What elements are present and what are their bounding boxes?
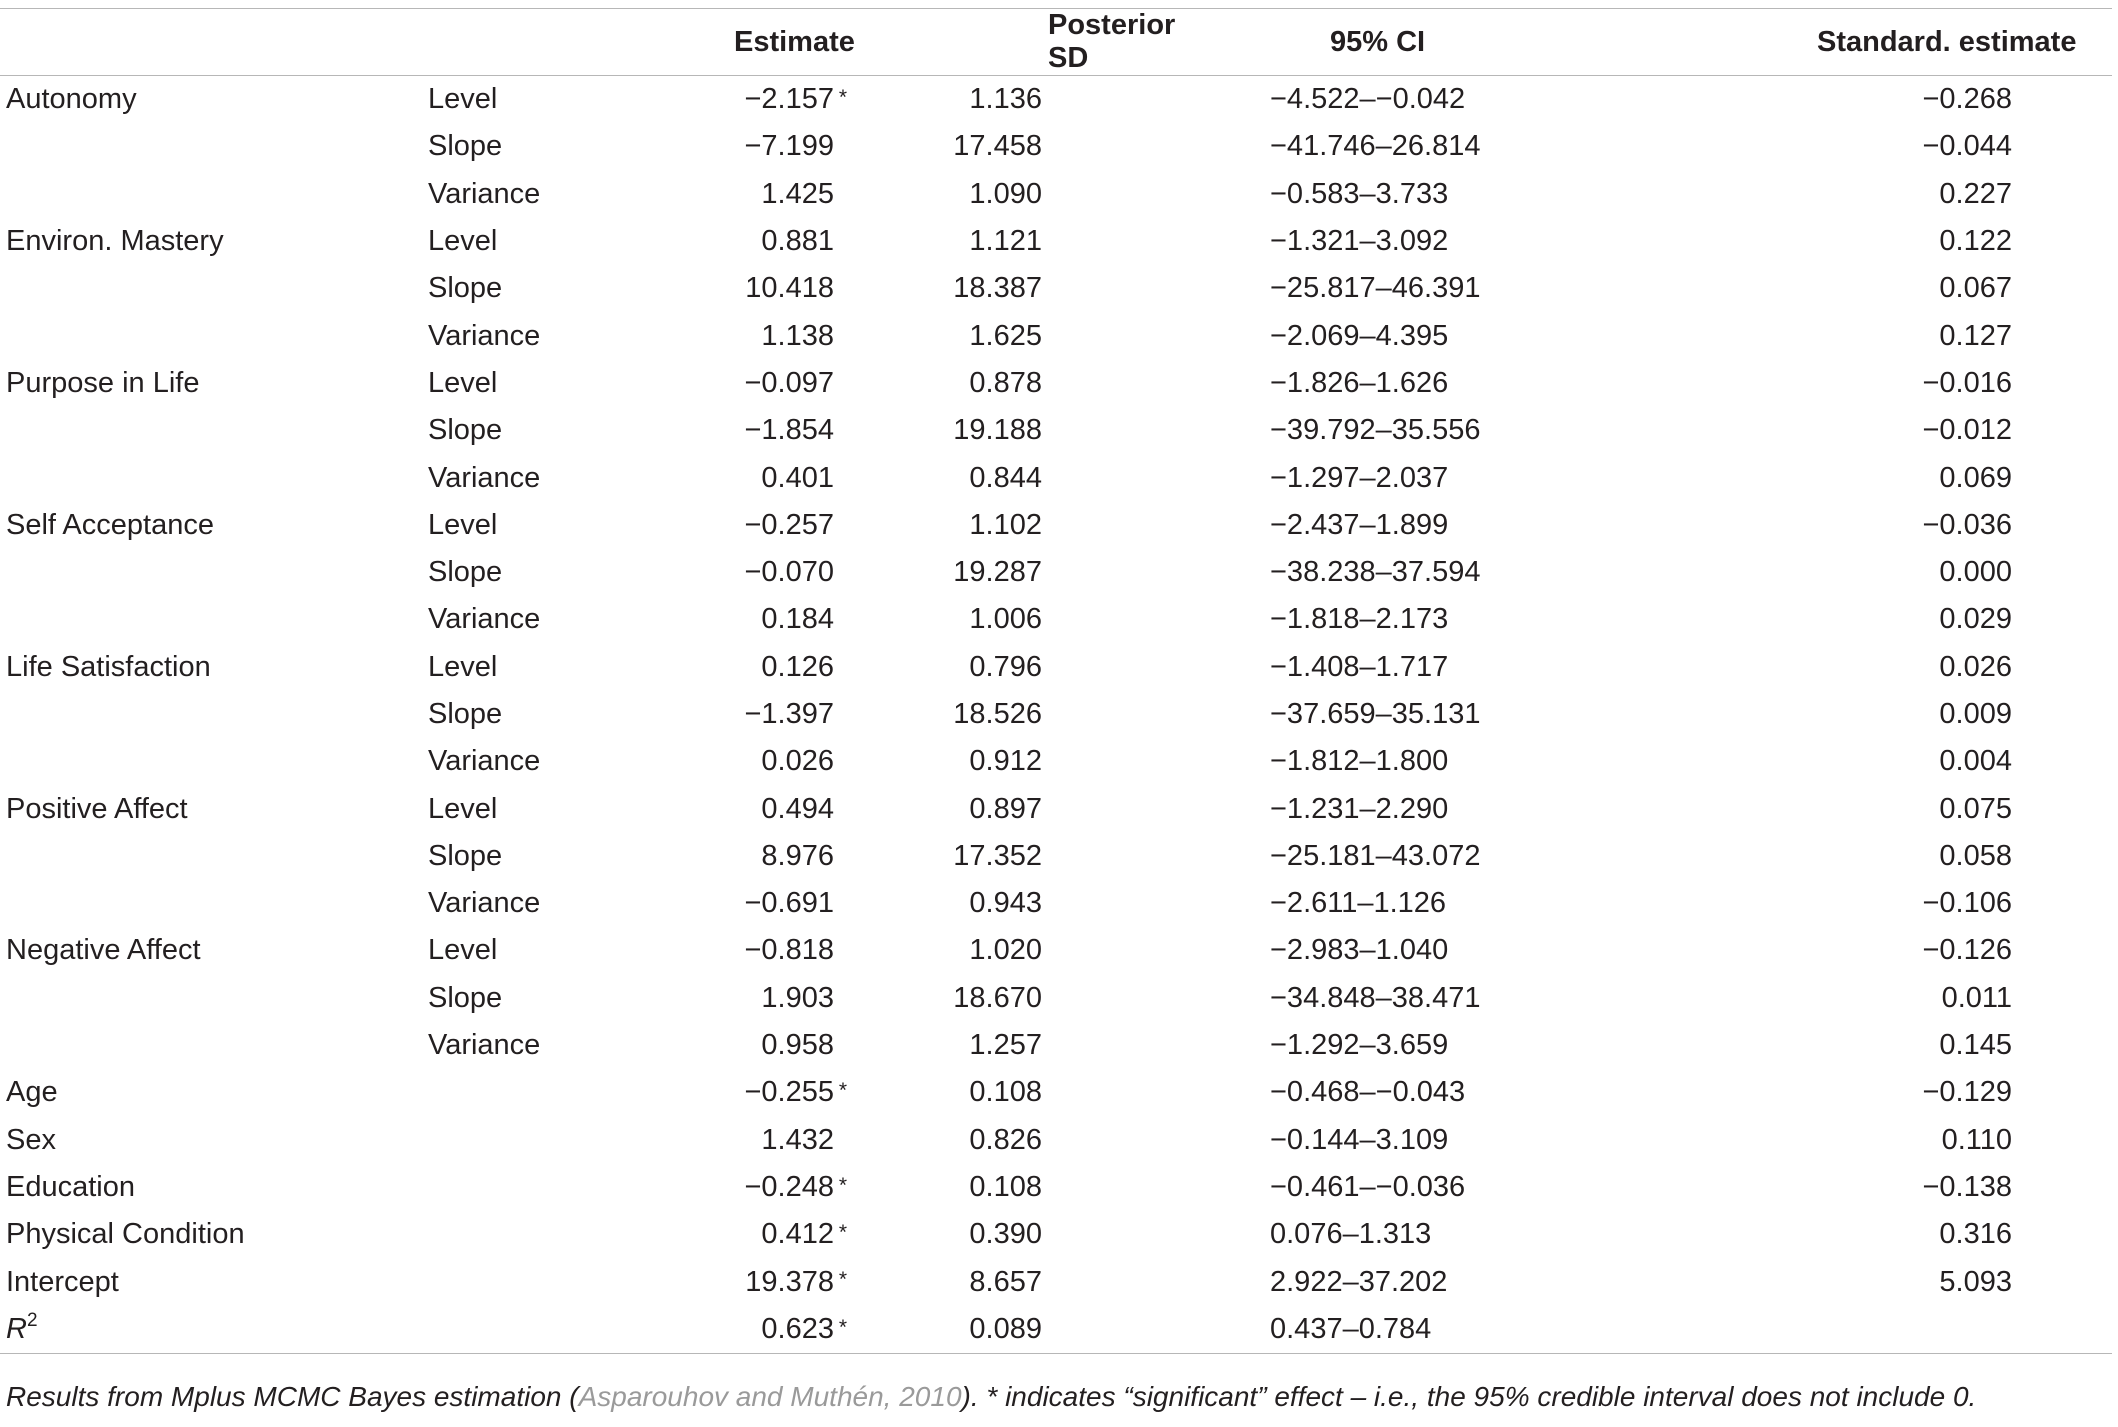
table-row-r2 [0,1306,2112,1354]
row-variable [0,549,428,596]
r2-superscript: 2 [26,1309,38,1331]
row-posterior-sd: 8.657 [969,1265,1042,1298]
row-posterior-sd: 0.108 [969,1076,1042,1109]
row-standardized-estimate [1640,1306,2112,1354]
row-ci: −1.231–2.290 [1270,792,1449,825]
table-row [0,644,2112,691]
row-standardized-estimate: −0.106 [1922,887,2012,920]
row-variable: Intercept [6,1265,119,1298]
estimate-value: −0.255 [744,1076,834,1109]
row-estimate [658,1069,858,1116]
row-parameter: Level [428,366,498,399]
estimate-value: −0.257 [744,508,834,541]
row-variable [0,1022,428,1069]
row-parameter: Variance [428,177,541,210]
row-parameter: Level [428,508,498,541]
row-variable [0,123,428,170]
row-standardized-estimate: −0.016 [1922,366,2012,399]
row-ci: −1.826–1.626 [1270,366,1449,399]
row-variable: Self Acceptance [6,508,214,541]
table-row [0,596,2112,643]
row-standardized-estimate: 5.093 [1939,1265,2012,1298]
row-estimate [658,218,858,265]
row-posterior-sd: 0.796 [969,650,1042,683]
row-variable [0,880,428,927]
estimate-value: −0.248 [744,1170,834,1203]
row-parameter [428,1069,658,1116]
row-parameter [428,1306,658,1354]
significance-marker: * [838,86,847,109]
row-estimate [658,549,858,596]
row-estimate [658,1022,858,1069]
row-ci: −2.069–4.395 [1270,319,1449,352]
row-estimate [658,76,858,124]
row-estimate [658,833,858,880]
row-estimate [658,738,858,785]
estimate-value: 0.623 [761,1312,834,1345]
footnote-prefix: Results from Mplus MCMC Bayes estimation ( [6,1381,579,1412]
row-variable: Environ. Mastery [6,225,224,258]
row-estimate [658,1164,858,1211]
significance-marker: * [838,1173,847,1197]
row-parameter [428,1258,658,1305]
table-row [0,454,2112,501]
row-standardized-estimate: 0.026 [1939,650,2012,683]
row-estimate [658,502,858,549]
row-posterior-sd: 1.257 [969,1029,1042,1062]
estimate-value: 0.184 [761,603,834,636]
table-row [0,927,2112,974]
row-posterior-sd: 0.390 [969,1218,1042,1251]
row-standardized-estimate: −0.012 [1922,414,2012,447]
row-standardized-estimate: 0.000 [1939,556,2012,589]
row-ci: −1.292–3.659 [1270,1029,1449,1062]
table-row [0,265,2112,312]
row-ci: −0.583–3.733 [1270,177,1449,210]
row-standardized-estimate: 0.145 [1939,1029,2012,1062]
row-standardized-estimate: 0.127 [1939,319,2012,352]
row-estimate [658,265,858,312]
estimate-value: 1.138 [761,319,834,352]
row-estimate [658,171,858,218]
row-estimate [658,975,858,1022]
table-row [0,218,2112,265]
row-variable [0,596,428,643]
table-row [0,123,2112,170]
row-posterior-sd: 1.006 [969,603,1042,636]
header-standardized-estimate: Standard. estimate [1817,25,2077,58]
row-standardized-estimate: −0.044 [1922,130,2012,163]
row-ci: 2.922–37.202 [1270,1265,1448,1298]
estimate-value: 0.494 [761,792,834,825]
row-ci: −1.818–2.173 [1270,603,1449,636]
header-ci: 95% CI [1330,25,1426,58]
estimate-value: 1.903 [761,981,834,1014]
estimate-value: −0.818 [744,934,834,967]
estimate-value: −1.854 [744,414,834,447]
row-posterior-sd: 19.287 [953,556,1042,589]
table-row [0,785,2112,832]
r2-label: R [6,1312,27,1345]
row-ci: −2.611–1.126 [1270,887,1447,920]
row-estimate [658,407,858,454]
row-standardized-estimate: −0.036 [1922,508,2012,541]
row-ci: −1.297–2.037 [1270,461,1449,494]
row-posterior-sd: 1.136 [969,83,1042,116]
row-parameter: Slope [428,130,503,163]
row-estimate [658,454,858,501]
row-ci: −2.437–1.899 [1270,508,1449,541]
table-row [0,691,2112,738]
row-ci: −39.792–35.556 [1270,414,1481,447]
row-standardized-estimate: 0.075 [1939,792,2012,825]
row-variable: Negative Affect [6,934,201,967]
row-standardized-estimate: 0.316 [1939,1218,2012,1251]
row-parameter: Variance [428,603,541,636]
row-estimate [658,1306,858,1354]
row-parameter: Slope [428,698,503,730]
row-posterior-sd: 0.912 [969,745,1042,778]
estimate-value: 0.126 [761,650,834,683]
row-posterior-sd: 1.121 [969,225,1042,258]
row-variable: Autonomy [6,83,137,116]
table-footnote [6,1381,1976,1413]
header-posterior-sd: Posterior SD [1048,9,1176,74]
row-ci: −37.659–35.131 [1270,698,1481,730]
footnote-suffix: ). * indicates “significant” effect – i.e., the 95% credible interval does not include 0. [961,1381,1977,1412]
row-posterior-sd: 19.188 [953,414,1042,447]
row-parameter: Slope [428,981,503,1014]
table-body [0,76,2112,1354]
row-posterior-sd: 0.108 [969,1170,1042,1203]
row-parameter: Slope [428,272,503,305]
row-variable [0,738,428,785]
row-estimate [658,312,858,359]
row-parameter [428,1211,658,1258]
estimate-value: 19.378 [745,1265,834,1298]
row-ci: −25.817–46.391 [1270,272,1481,305]
estimate-value: 8.976 [761,839,834,872]
estimate-value: −2.157 [744,83,834,116]
row-estimate [658,927,858,974]
row-variable [0,691,428,738]
estimate-value: 0.026 [761,745,834,778]
row-posterior-sd: 18.526 [953,698,1042,730]
row-posterior-sd: 17.458 [953,130,1042,163]
table-row [0,738,2112,785]
table-row [0,880,2112,927]
row-parameter: Variance [428,887,541,920]
row-posterior-sd: 0.844 [969,461,1042,494]
row-variable: Physical Condition [6,1218,245,1251]
row-variable [0,312,428,359]
footnote-citation-link[interactable]: Asparouhov and Muthén, 2010 [578,1381,962,1412]
header-variable [0,9,428,76]
significance-marker: * [838,1079,847,1103]
row-variable [0,265,428,312]
row-standardized-estimate: 0.110 [1941,1123,2012,1156]
row-estimate [658,785,858,832]
significance-marker: * [838,1221,847,1245]
table-row [0,502,2112,549]
row-parameter [428,1117,658,1164]
table-row [0,407,2112,454]
row-variable: Sex [6,1123,56,1156]
row-posterior-sd: 0.943 [969,887,1042,920]
table-row [0,360,2112,407]
row-posterior-sd: 1.625 [969,319,1042,352]
row-parameter [428,1164,658,1211]
table-row [0,312,2112,359]
header-parameter [428,9,658,76]
row-parameter: Slope [428,556,503,589]
row-variable [0,833,428,880]
estimate-value: 0.881 [761,225,834,258]
row-standardized-estimate: 0.029 [1939,603,2012,636]
row-estimate [658,1117,858,1164]
row-parameter: Slope [428,414,503,447]
row-parameter: Level [428,792,498,825]
row-estimate [658,1258,858,1305]
row-parameter: Slope [428,839,503,872]
row-standardized-estimate: 0.011 [1941,981,2012,1014]
estimate-value: 0.958 [761,1029,834,1062]
table-row [0,76,2112,124]
row-ci: −1.812–1.800 [1270,745,1449,778]
row-parameter: Level [428,83,498,116]
row-posterior-sd: 18.670 [953,981,1042,1014]
row-standardized-estimate: 0.067 [1939,272,2012,305]
header-row [0,9,2112,76]
row-standardized-estimate: −0.268 [1922,83,2012,116]
results-table [0,8,2112,1354]
row-parameter: Variance [428,745,541,778]
row-parameter: Level [428,650,498,683]
row-standardized-estimate: 0.004 [1939,745,2012,778]
table-row [0,1022,2112,1069]
significance-marker: * [838,1268,847,1292]
estimate-value: −7.199 [744,130,834,163]
row-posterior-sd: 1.102 [969,508,1042,541]
row-standardized-estimate: −0.129 [1922,1076,2012,1109]
estimate-value: 1.432 [761,1123,834,1156]
row-parameter: Level [428,934,498,967]
row-variable: Positive Affect [6,792,188,825]
row-estimate [658,880,858,927]
row-standardized-estimate: 0.122 [1939,225,2012,258]
row-standardized-estimate: −0.138 [1922,1170,2012,1203]
row-variable: Life Satisfaction [6,650,211,683]
row-variable: Age [6,1076,58,1109]
row-ci: −34.848–38.471 [1270,981,1481,1014]
table-row [0,1069,2112,1116]
row-variable: Purpose in Life [6,366,200,399]
row-estimate [658,691,858,738]
row-standardized-estimate: 0.058 [1939,839,2012,872]
row-parameter: Variance [428,461,541,494]
estimate-value: 0.412 [761,1218,834,1251]
table-row [0,1117,2112,1164]
row-posterior-sd: 1.020 [969,934,1042,967]
estimate-value: 10.418 [745,272,834,305]
row-posterior-sd: 17.352 [953,839,1042,872]
row-ci: −0.144–3.109 [1270,1123,1449,1156]
row-variable: Education [6,1170,135,1203]
row-posterior-sd: 0.878 [969,366,1042,399]
table-row [0,975,2112,1022]
row-posterior-sd: 0.089 [969,1312,1042,1345]
table-row [0,1164,2112,1211]
estimate-value: −0.070 [744,556,834,589]
row-estimate [658,123,858,170]
row-ci: −0.468–−0.043 [1270,1076,1466,1109]
row-standardized-estimate: 0.227 [1939,177,2012,210]
row-standardized-estimate: −0.126 [1922,934,2012,967]
row-standardized-estimate: 0.069 [1939,461,2012,494]
row-ci: −2.983–1.040 [1270,934,1449,967]
estimate-value: −0.691 [744,887,834,920]
row-variable [0,407,428,454]
row-standardized-estimate: 0.009 [1939,698,2012,730]
row-estimate [658,644,858,691]
row-variable [0,454,428,501]
row-posterior-sd: 0.826 [969,1123,1042,1156]
row-ci: −25.181–43.072 [1270,839,1481,872]
row-parameter: Level [428,225,498,258]
table-row [0,833,2112,880]
table-row [0,549,2112,596]
estimate-value: −1.397 [744,698,834,730]
table-row [0,1258,2112,1305]
estimate-value: 0.401 [761,461,834,494]
results-table-container [0,8,2112,1354]
row-posterior-sd: 1.090 [969,177,1042,210]
row-posterior-sd: 0.897 [969,792,1042,825]
row-ci: −1.408–1.717 [1270,650,1449,683]
row-ci: −38.238–37.594 [1270,556,1481,589]
row-estimate [658,360,858,407]
row-ci: −4.522–−0.042 [1270,83,1466,116]
row-ci: −41.746–26.814 [1270,130,1481,163]
row-variable [0,975,428,1022]
row-ci: 0.437–0.784 [1270,1312,1432,1345]
row-estimate [658,596,858,643]
estimate-value: 1.425 [761,177,834,210]
row-variable-r2 [0,1306,428,1354]
estimate-value: −0.097 [744,366,834,399]
row-posterior-sd: 18.387 [953,272,1042,305]
table-header [0,9,2112,76]
row-estimate [658,1211,858,1258]
significance-marker: * [838,1315,847,1339]
table-row [0,1211,2112,1258]
row-ci: 0.076–1.313 [1270,1218,1432,1251]
row-parameter: Variance [428,1029,541,1062]
row-parameter: Variance [428,319,541,352]
table-row [0,171,2112,218]
row-variable [0,171,428,218]
row-ci: −1.321–3.092 [1270,225,1449,258]
row-ci: −0.461–−0.036 [1270,1170,1466,1203]
header-estimate: Estimate [734,25,855,58]
